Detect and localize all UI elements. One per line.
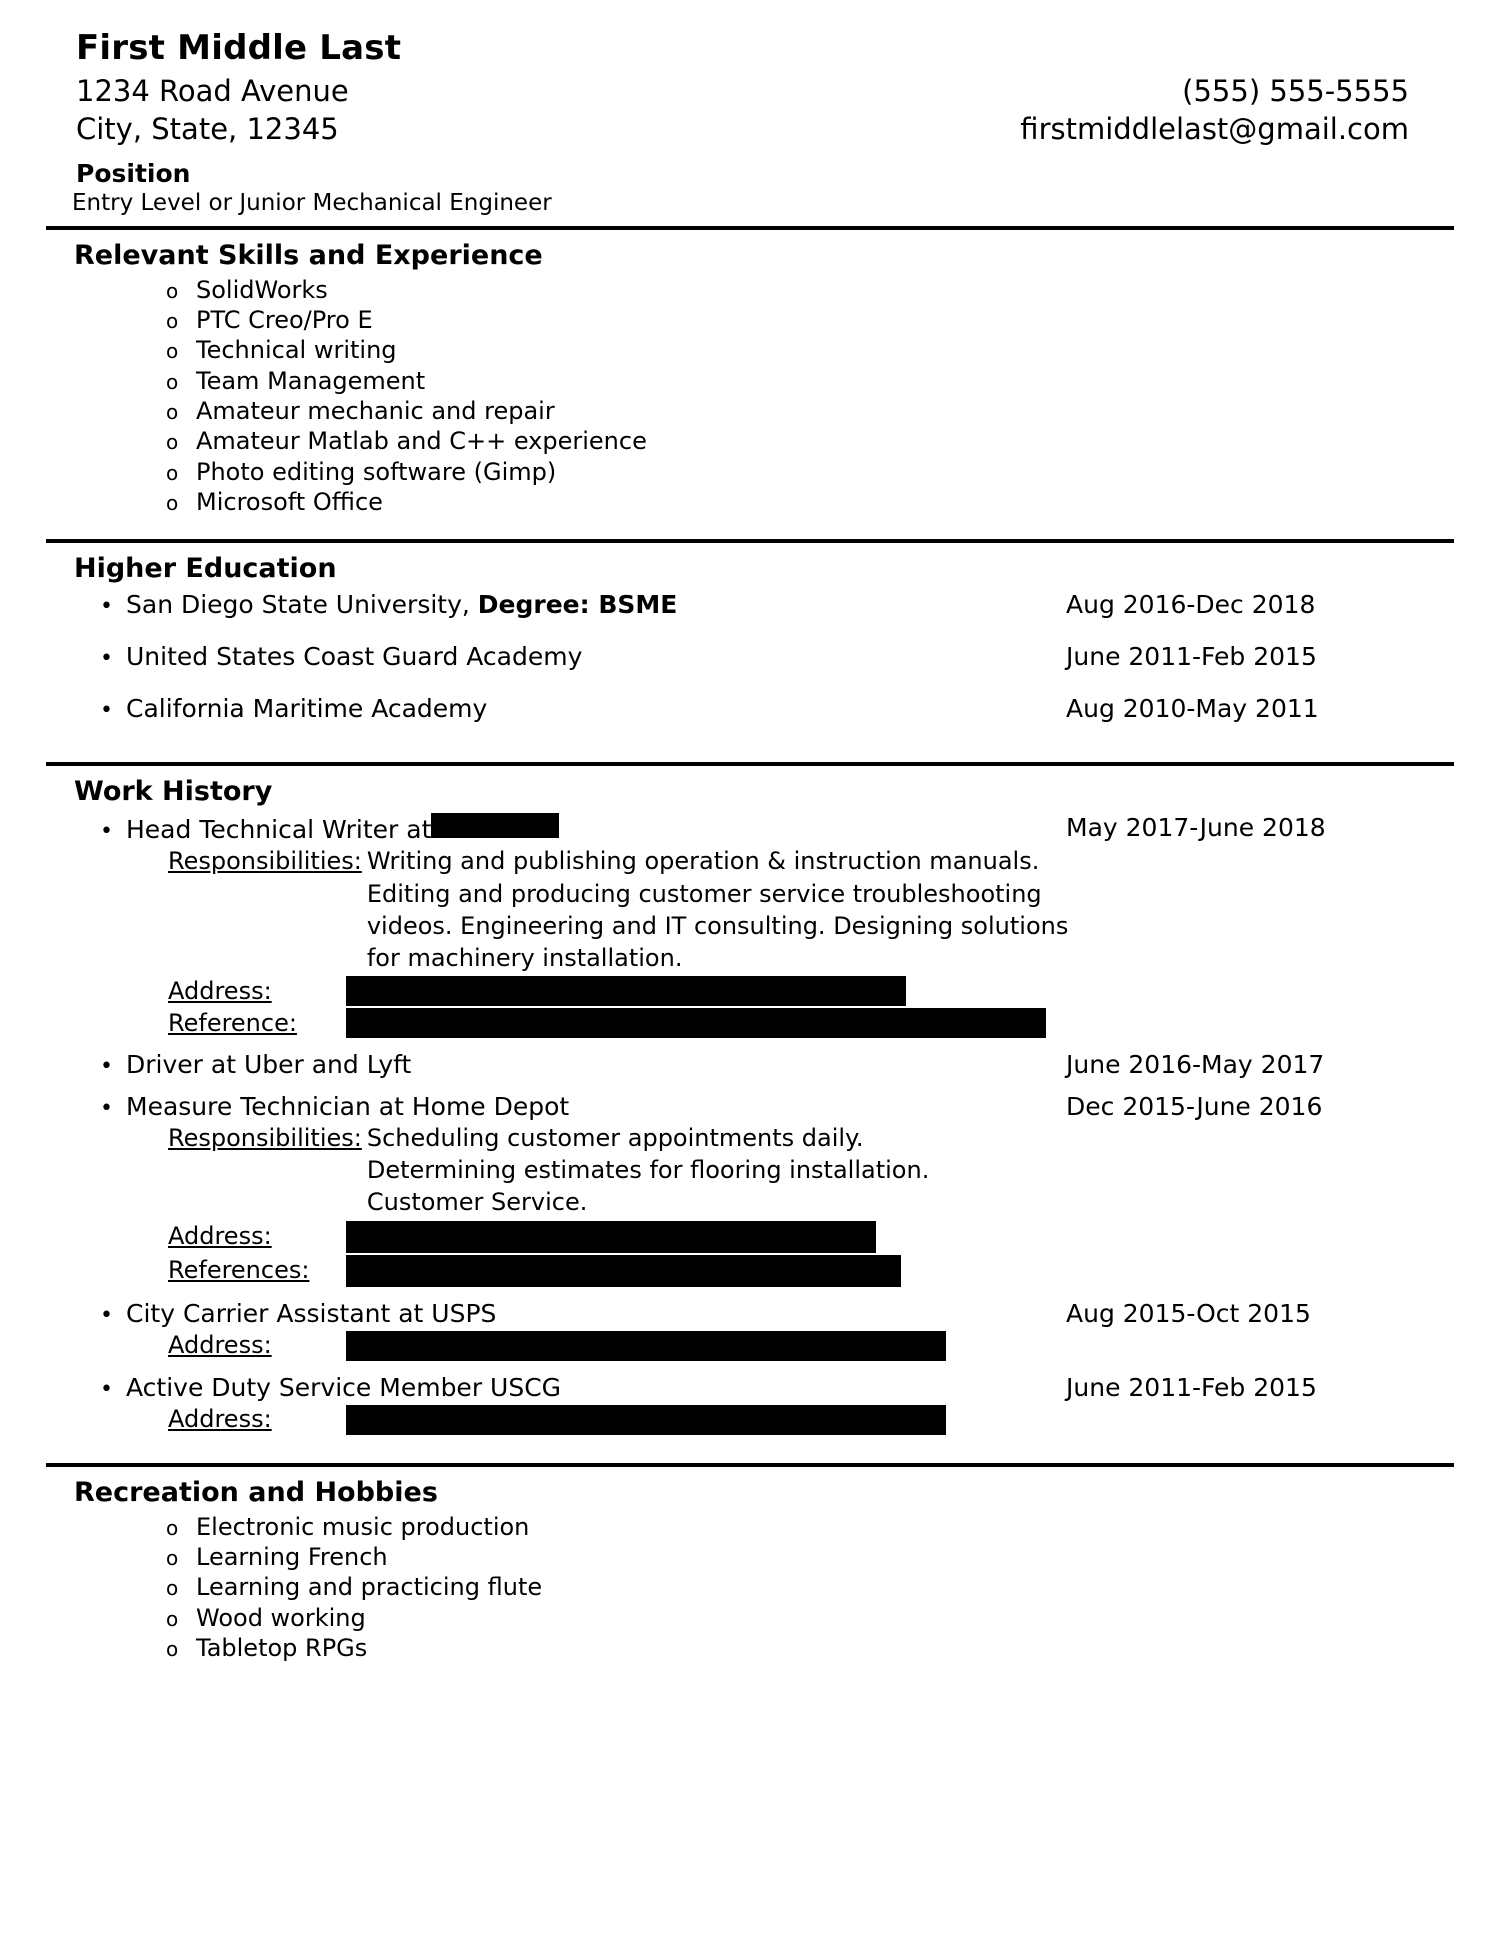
redacted-field-label: Reference:: [168, 1008, 297, 1037]
work-entry: [46, 1373, 1454, 1435]
redacted-field-row: [168, 1008, 1454, 1038]
work-title: Driver at Uber and Lyft: [126, 1050, 412, 1080]
address-line-1: 1234 Road Avenue: [76, 74, 349, 108]
position-value: Entry Level or Junior Mechanical Engineer: [72, 189, 552, 216]
circle-marker-icon: o: [166, 399, 179, 424]
list-item-label: SolidWorks: [196, 275, 328, 304]
responsibilities-text: [367, 1122, 929, 1218]
page-title: First Middle Last: [76, 28, 402, 68]
responsibility-line: Writing and publishing operation & instruction manuals.: [366, 847, 1040, 876]
list-item-label: Electronic music production: [196, 1512, 530, 1541]
bullet-icon: •: [100, 1096, 113, 1122]
list-item-label: Tabletop RPGs: [196, 1633, 368, 1662]
divider-2: [46, 539, 1454, 543]
list-item-label: Team Management: [196, 366, 426, 395]
education-date: Aug 2016-Dec 2018: [1066, 590, 1316, 620]
section-title-work: Work History: [74, 776, 273, 808]
divider-3: [46, 762, 1454, 766]
list-item: [46, 277, 1454, 307]
redacted-field-row: [168, 976, 1454, 1006]
list-item-label: PTC Creo/Pro E: [196, 305, 373, 334]
circle-marker-icon: o: [166, 1545, 179, 1570]
education-date: Aug 2010-May 2011: [1066, 694, 1319, 724]
circle-marker-icon: o: [166, 1515, 179, 1540]
redacted-bar: [346, 1331, 946, 1361]
list-item-label: Wood working: [196, 1603, 366, 1632]
redacted-field-label: Address:: [168, 1222, 272, 1251]
circle-marker-icon: o: [166, 491, 179, 516]
list-item-label: Amateur mechanic and repair: [196, 396, 555, 425]
work-title: Measure Technician at Home Depot: [126, 1092, 570, 1122]
redacted-field-row: [168, 1405, 1454, 1435]
redacted-bar: [346, 1405, 946, 1435]
education-date: June 2011-Feb 2015: [1066, 642, 1317, 672]
work-entry: [46, 813, 1454, 1038]
responsibility-line: videos. Engineering and IT consulting. Designing solutions: [366, 911, 1069, 940]
bullet-icon: •: [100, 1054, 113, 1080]
list-item-label: Learning French: [196, 1542, 388, 1571]
redacted-bar: [346, 1255, 901, 1287]
work-list: [46, 813, 1454, 1452]
bullet-icon: •: [100, 1302, 113, 1328]
circle-marker-icon: o: [166, 1576, 179, 1601]
circle-marker-icon: o: [166, 278, 179, 303]
work-entry: [46, 1299, 1454, 1361]
contact-address: [76, 72, 349, 149]
list-item: [46, 307, 1454, 337]
list-item: [46, 1605, 1454, 1635]
education-entry: [46, 642, 1454, 672]
work-date: Dec 2015-June 2016: [1066, 1092, 1323, 1122]
education-school: San Diego State University, Degree: BSME: [126, 590, 678, 620]
list-item: [46, 1635, 1454, 1665]
hobbies-list: [46, 1514, 1454, 1676]
responsibility-line: Customer Service.: [366, 1188, 588, 1217]
section-title-education: Higher Education: [74, 553, 337, 585]
work-date: Aug 2015-Oct 2015: [1066, 1298, 1311, 1328]
circle-marker-icon: o: [166, 369, 179, 394]
bullet-icon: •: [100, 594, 113, 620]
section-skills: [46, 240, 1454, 530]
education-school: United States Coast Guard Academy: [126, 642, 583, 672]
redacted-bar: [346, 1221, 876, 1253]
list-item: [46, 428, 1454, 458]
redacted-field-label: Address:: [168, 976, 272, 1005]
section-title-skills: Relevant Skills and Experience: [74, 239, 543, 271]
list-item-label: Microsoft Office: [196, 488, 383, 517]
list-item: [46, 368, 1454, 398]
responsibility-line: Determining estimates for flooring installation.: [366, 1156, 930, 1185]
redacted-field-label: References:: [168, 1256, 310, 1285]
section-title-hobbies: Recreation and Hobbies: [74, 1476, 438, 1508]
list-item: [46, 459, 1454, 489]
redacted-field-row: [168, 1255, 1454, 1287]
work-date: June 2016-May 2017: [1066, 1050, 1325, 1080]
position-label: Position: [76, 158, 191, 188]
list-item-label: Technical writing: [196, 336, 397, 365]
redacted-field-row: [168, 1221, 1454, 1253]
education-degree: Degree: BSME: [477, 590, 678, 620]
responsibility-line: Scheduling customer appointments daily.: [366, 1124, 864, 1153]
contact-details: [1020, 72, 1454, 149]
list-item: [46, 337, 1454, 367]
responsibilities-block: [168, 1122, 1454, 1218]
list-item: [46, 1514, 1454, 1544]
list-item: [46, 1544, 1454, 1574]
education-school: California Maritime Academy: [126, 694, 488, 724]
list-item: [46, 489, 1454, 519]
header-block: [46, 28, 1454, 216]
section-work-history: [46, 776, 1454, 1452]
section-hobbies: [46, 1477, 1454, 1676]
list-item-label: Learning and practicing flute: [196, 1573, 543, 1602]
redacted-field-row: [168, 1331, 1454, 1361]
list-item-label: Photo editing software (Gimp): [196, 457, 557, 486]
work-entry: [46, 1092, 1454, 1286]
list-item: [46, 398, 1454, 428]
circle-marker-icon: o: [166, 460, 179, 485]
bullet-icon: •: [100, 819, 113, 845]
email-address: firstmiddlelast@gmail.com: [1020, 112, 1409, 147]
circle-marker-icon: o: [166, 339, 179, 364]
divider-4: [46, 1463, 1454, 1467]
responsibilities-label: Responsibilities:: [168, 847, 362, 876]
education-entry: [46, 694, 1454, 724]
work-title: Active Duty Service Member USCG: [126, 1372, 562, 1402]
divider-1: [46, 226, 1454, 230]
list-item: [46, 1574, 1454, 1604]
responsibilities-label: Responsibilities:: [168, 1124, 362, 1153]
contact-row: [76, 72, 1454, 149]
education-list: [46, 590, 1454, 752]
bullet-icon: •: [100, 698, 113, 724]
work-date: May 2017-June 2018: [1066, 813, 1326, 843]
bullet-icon: •: [100, 646, 113, 672]
work-entry: [46, 1050, 1454, 1080]
bullet-icon: •: [100, 1376, 113, 1402]
work-date: June 2011-Feb 2015: [1066, 1372, 1317, 1402]
redacted-bar: [346, 976, 906, 1006]
responsibility-line: Editing and producing customer service troubleshooting: [366, 879, 1042, 908]
phone-number: (555) 555-5555: [1182, 74, 1409, 108]
work-title: Head Technical Writer at: [126, 815, 432, 845]
work-title: City Carrier Assistant at USPS: [126, 1298, 497, 1328]
redacted-field-label: Address:: [168, 1405, 272, 1434]
circle-marker-icon: o: [166, 1636, 179, 1661]
skills-list: [46, 277, 1454, 530]
redacted-text: [431, 813, 559, 838]
circle-marker-icon: o: [166, 1606, 179, 1631]
redacted-bar: [346, 1008, 1046, 1038]
responsibility-line: for machinery installation.: [366, 943, 683, 972]
address-line-2: City, State, 12345: [76, 112, 339, 147]
responsibilities-text: [367, 845, 1069, 974]
circle-marker-icon: o: [166, 308, 179, 333]
section-education: [46, 553, 1454, 752]
list-item-label: Amateur Matlab and C++ experience: [196, 427, 647, 456]
responsibilities-block: [168, 845, 1454, 974]
circle-marker-icon: o: [166, 430, 179, 455]
redacted-field-label: Address:: [168, 1331, 272, 1360]
education-entry: [46, 590, 1454, 620]
